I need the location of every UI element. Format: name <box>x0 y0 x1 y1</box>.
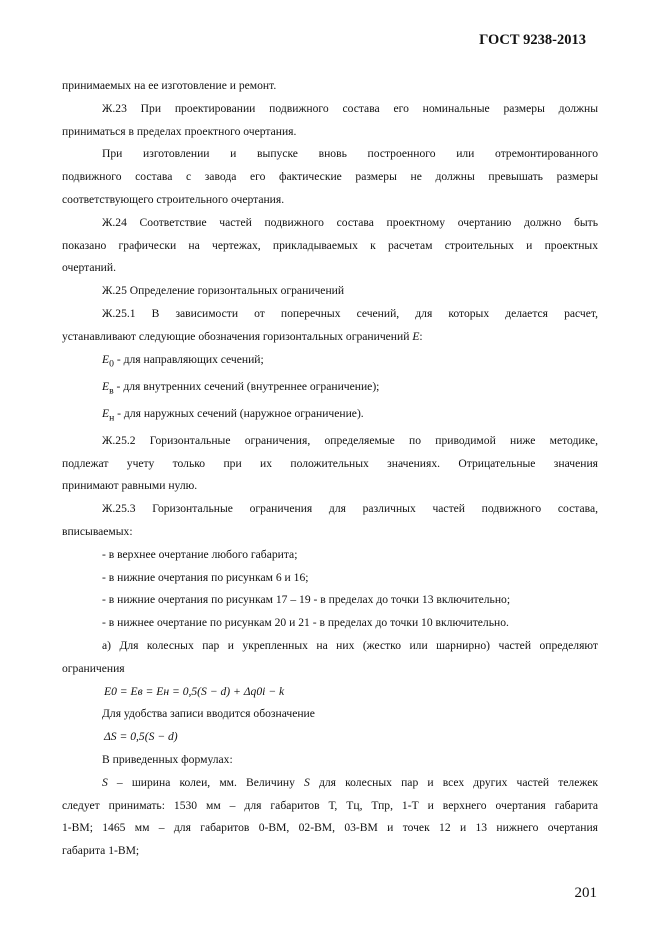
text-line: устанавливают следующие обозначения горизонтальных ограничений E: <box>62 329 423 343</box>
list-item: - в нижние очертания по рисункам 6 и 16; <box>102 570 309 584</box>
section-heading: Ж.25 Определение горизонтальных ограничений <box>102 284 345 298</box>
document-header: ГОСТ 9238-2013 <box>479 32 586 48</box>
text-line: подлежат учету только при их положительных значениях. Отрицательные значения <box>62 456 598 470</box>
text-line: очертаний. <box>62 261 116 275</box>
text-line: Ж.23 При проектировании подвижного состава его номинальные размеры должны <box>102 101 598 115</box>
text-line: Ж.25.1 В зависимости от поперечных сечений, для которых делается расчет, <box>102 306 598 320</box>
text-line: принимаемых на ее изготовление и ремонт. <box>62 79 277 92</box>
text-line: В приведенных формулах: <box>102 753 233 767</box>
definition-line: $E_н$ - для наружных сечений (наружное ограничение). <box>102 406 364 424</box>
text-line: принимают равными нулю. <box>62 479 198 493</box>
text-line: Ж.25.3 Горизонтальные ограничения для различных частей подвижного состава, <box>102 502 598 516</box>
text-line: ограничения <box>62 661 125 675</box>
list-item: - в верхнее очертание любого габарита; <box>102 547 298 561</box>
definition-line: $E_0$ - для направляющих сечений; <box>102 352 264 369</box>
text-line: вписываемых: <box>62 525 133 539</box>
definition-line: $E_в$ - для внутренних сечений (внутреннее ограничение); <box>102 379 380 396</box>
text-line: При изготовлении и выпуске вновь построенного или отремонтированного <box>102 147 598 161</box>
text-line: подвижного состава с завода его фактические размеры не должны превышать размеры <box>62 170 598 184</box>
text-line: соответствующего строительного очертания. <box>62 192 285 206</box>
text-line: 1-ВМ; 1465 мм – для габаритов 0-ВМ, 02-ВМ, 03-ВМ и точек 12 и 13 нижнего очертания <box>62 821 598 835</box>
formula: E0 = Eв = Eн = 0,5(S − d) + Δq0i − k <box>104 684 285 698</box>
text-line: габарита 1-ВМ; <box>62 844 140 858</box>
text-line: Ж.24 Соответствие частей подвижного состава проектному очертанию должно быть <box>102 215 598 229</box>
text-line: приниматься в пределах проектного очертания. <box>62 124 297 138</box>
list-item: - в нижнее очертание по рисункам 20 и 21 - в пределах до точки 10 включительно. <box>102 616 509 630</box>
text-line: показано графически на чертежах, прикладываемых к расчетам строительных и проектных <box>62 238 598 252</box>
text-line: а) Для колесных пар и укрепленных на них (жестко или шарнирно) частей определяют <box>102 639 598 653</box>
text-line: S – ширина колеи, мм. Величину S для колесных пар и всех других частей тележек <box>102 775 598 789</box>
formula: ΔS = 0,5(S − d) <box>104 730 178 744</box>
text-line: следует принимать: 1530 мм – для габаритов Т, Тц, Тпр, 1-Т и верхнего очертания габарита <box>62 798 598 812</box>
text-line: Для удобства записи вводится обозначение <box>102 707 315 721</box>
page-body <box>62 75 598 863</box>
page-number: 201 <box>574 885 597 901</box>
text-line: Ж.25.2 Горизонтальные ограничения, определяемые по приводимой ниже методике, <box>102 433 598 447</box>
list-item: - в нижние очертания по рисункам 17 – 19 - в пределах до точки 13 включительно; <box>102 593 511 607</box>
